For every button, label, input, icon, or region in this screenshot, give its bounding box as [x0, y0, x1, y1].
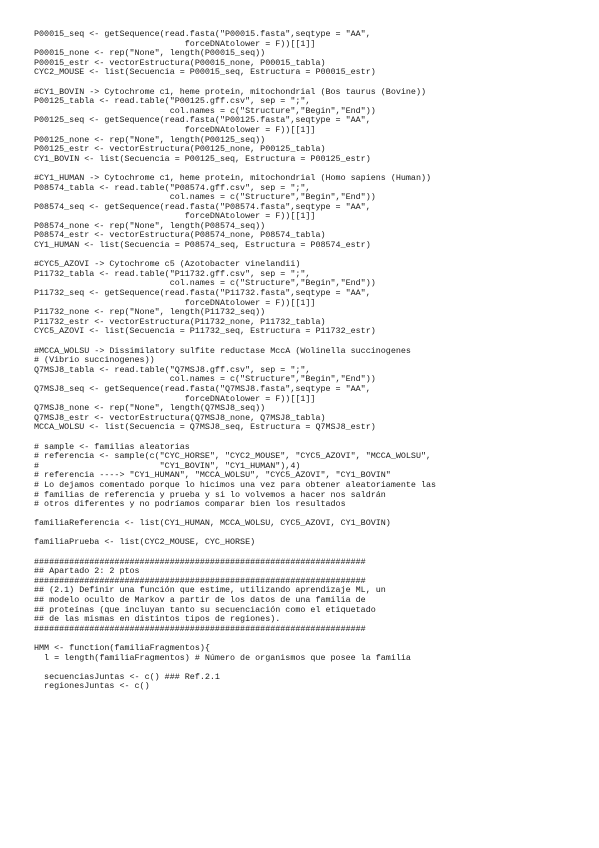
code-line: P08574_tabla <- read.table("P08574.gff.csv", sep = ";",	[34, 182, 311, 193]
code-line: CYC2_MOUSE <- list(Secuencia = P00015_seq, Estructura = P00015_estr)	[34, 67, 376, 78]
code-line: ##################################################################	[34, 556, 366, 567]
code-line: col.names = c("Structure","Begin","End"))	[34, 278, 376, 289]
code-line: # "CY1_BOVIN", "CY1_HUMAN"),4)	[34, 460, 301, 471]
code-line: # familias de referencia y prueba y si lo volvemos a hacer nos saldrán	[34, 489, 386, 500]
code-line: CYC5_AZOVI <- list(Secuencia = P11732_seq, Estructura = P11732_estr)	[34, 326, 376, 337]
code-line: #CY1_HUMAN -> Cytochrome c1, heme protein, mitochondrial (Homo sapiens (Human))	[34, 172, 432, 183]
code-line: ## modelo oculto de Markov a partir de los datos de una familia de	[34, 595, 366, 606]
code-line: l = length(familiaFragmentos) # Número de organismos que posee la familia	[34, 652, 411, 663]
code-line: familiaPrueba <- list(CYC2_MOUSE, CYC_HORSE)	[34, 537, 256, 548]
code-line: col.names = c("Structure","Begin","End"))	[34, 374, 376, 385]
code-line: P00125_estr <- vectorEstructura(P00125_none, P00125_tabla)	[34, 144, 326, 155]
code-line: CY1_HUMAN <- list(Secuencia = P08574_seq, Estructura = P08574_estr)	[34, 240, 371, 251]
code-line: ## (2.1) Definir una función que estime, utilizando aprendizaje ML, un	[34, 585, 386, 596]
code-line: P11732_seq <- getSequence(read.fasta("P11732.fasta",seqtype = "AA",	[34, 288, 371, 299]
code-line: P00125_none <- rep("None", length(P00125_seq))	[34, 134, 266, 145]
code-line: Q7MSJ8_tabla <- read.table("Q7MSJ8.gff.csv", sep = ";",	[34, 364, 311, 375]
code-line: ##################################################################	[34, 575, 366, 586]
code-line: #CY1_BOVIN -> Cytochrome c1, heme protein, mitochondrial (Bos taurus (Bovine))	[34, 86, 427, 97]
code-line: # Lo dejamos comentado porque lo hicimos una vez para obtener aleatoriamente las	[34, 479, 437, 490]
code-line: forceDNAtolower = F))[[1]]	[34, 211, 316, 222]
code-line: # referencia ----> "CY1_HUMAN", "MCCA_WOLSU", "CYC5_AZOVI", "CY1_BOVIN"	[34, 470, 391, 481]
code-line: P00125_seq <- getSequence(read.fasta("P00125.fasta",seqtype = "AA",	[34, 115, 371, 126]
code-line: col.names = c("Structure","Begin","End"))	[34, 192, 376, 203]
code-line: P00125_tabla <- read.table("P00125.gff.csv", sep = ";",	[34, 96, 311, 107]
code-line: forceDNAtolower = F))[[1]]	[34, 38, 316, 49]
code-line: ##################################################################	[34, 623, 366, 634]
code-line: #CYC5_AZOVI -> Cytochrome c5 (Azotobacter vinelandii)	[34, 259, 301, 270]
code-line: ## de las mismas en distintos tipos de regiones).	[34, 614, 281, 625]
code-line: ## proteínas (que incluyan tanto su secuenciación como el etiquetado	[34, 604, 376, 615]
code-line: P00015_none <- rep("None", length(P00015_seq))	[34, 48, 266, 59]
code-listing	[34, 30, 436, 692]
code-line: P11732_tabla <- read.table("P11732.gff.csv", sep = ";",	[34, 268, 311, 279]
code-line: HMM <- function(familiaFragmentos){	[34, 643, 210, 653]
code-line: Q7MSJ8_seq <- getSequence(read.fasta("Q7MSJ8.fasta",seqtype = "AA",	[34, 383, 371, 394]
code-line: CY1_BOVIN <- list(Secuencia = P00125_seq, Estructura = P00125_estr)	[34, 153, 371, 164]
code-line: Q7MSJ8_none <- rep("None", length(Q7MSJ8_seq))	[34, 403, 266, 414]
code-line: ## Apartado 2: 2 ptos	[34, 566, 140, 577]
code-line: MCCA_WOLSU <- list(Secuencia = Q7MSJ8_seq, Estructura = Q7MSJ8_estr)	[34, 422, 376, 433]
code-line: P00015_estr <- vectorEstructura(P00015_none, P00015_tabla)	[34, 57, 326, 68]
code-line: P08574_seq <- getSequence(read.fasta("P08574.fasta",seqtype = "AA",	[34, 201, 371, 212]
code-line: P11732_none <- rep("None", length(P11732_seq))	[34, 307, 266, 318]
code-line: #MCCA_WOLSU -> Dissimilatory sulfite reductase MccA (Wolinella succinogenes	[34, 345, 411, 356]
code-line: forceDNAtolower = F))[[1]]	[34, 124, 316, 135]
code-line: familiaReferencia <- list(CY1_HUMAN, MCCA_WOLSU, CYC5_AZOVI, CY1_BOVIN)	[34, 518, 391, 529]
code-line: secuenciasJuntas <- c() ### Ref.2.1	[34, 671, 220, 682]
code-line: P11732_estr <- vectorEstructura(P11732_none, P11732_tabla)	[34, 316, 326, 327]
code-line: # otros diferentes y no podríamos comparar bien los resultados	[34, 499, 346, 510]
code-line: forceDNAtolower = F))[[1]]	[34, 297, 316, 308]
code-line: col.names = c("Structure","Begin","End"))	[34, 105, 376, 116]
code-line: P08574_estr <- vectorEstructura(P08574_none, P08574_tabla)	[34, 230, 326, 241]
code-line: regionesJuntas <- c()	[34, 681, 150, 692]
code-line: # referencia <- sample(c("CYC_HORSE", "CYC2_MOUSE", "CYC5_AZOVI", "MCCA_WOLSU",	[34, 451, 432, 462]
code-line: # sample <- familias aleatorias	[34, 441, 190, 452]
code-line: # (Vibrio succinogenes))	[34, 355, 155, 366]
code-line: P08574_none <- rep("None", length(P08574_seq))	[34, 220, 266, 231]
code-line: P00015_seq <- getSequence(read.fasta("P00015.fasta",seqtype = "AA",	[34, 29, 371, 39]
code-line: forceDNAtolower = F))[[1]]	[34, 393, 316, 404]
code-line: Q7MSJ8_estr <- vectorEstructura(Q7MSJ8_none, Q7MSJ8_tabla)	[34, 412, 326, 423]
